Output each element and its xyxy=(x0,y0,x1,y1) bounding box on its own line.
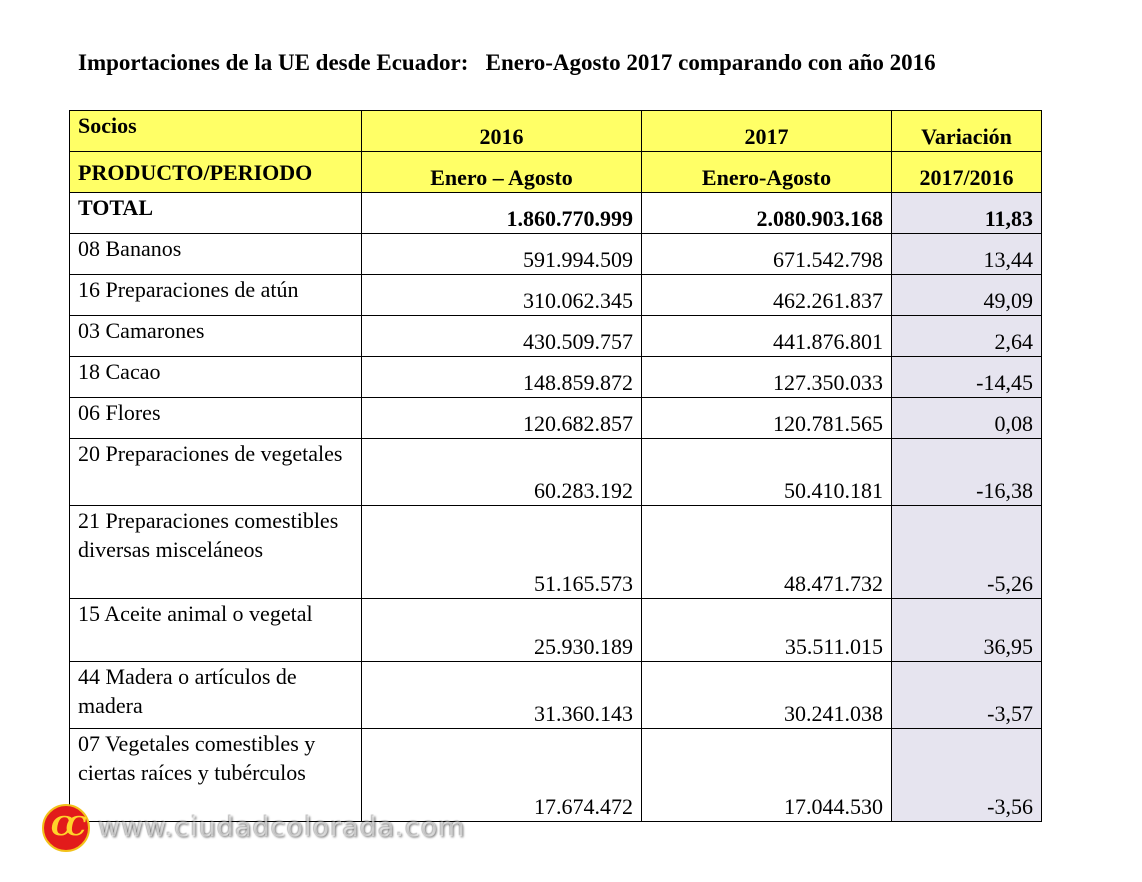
table-row xyxy=(70,439,1042,506)
value-2017: 127.350.033 xyxy=(642,357,892,398)
value-2016: 31.360.143 xyxy=(362,662,642,729)
header-variation: Variación xyxy=(892,111,1042,152)
table-row xyxy=(70,599,1042,662)
variation-value: -3,56 xyxy=(892,729,1042,822)
product-name: 44 Madera o artículos de madera xyxy=(70,662,362,729)
value-2017: 50.410.181 xyxy=(642,439,892,506)
value-2017: 462.261.837 xyxy=(642,275,892,316)
product-name: 06 Flores xyxy=(70,398,362,439)
variation-value: 36,95 xyxy=(892,599,1042,662)
variation-value: -5,26 xyxy=(892,506,1042,599)
header-row-1 xyxy=(70,111,1042,152)
total-2017: 2.080.903.168 xyxy=(642,193,892,234)
product-name: 16 Preparaciones de atún xyxy=(70,275,362,316)
variation-value: -14,45 xyxy=(892,357,1042,398)
header-2017: 2017 xyxy=(642,111,892,152)
value-2016: 51.165.573 xyxy=(362,506,642,599)
variation-value: 0,08 xyxy=(892,398,1042,439)
watermark-text: www.ciudadcolorada.com xyxy=(98,812,466,843)
product-name: 07 Vegetales comestibles y ciertas raíces y tubérculos xyxy=(70,729,362,822)
header-2016: 2016 xyxy=(362,111,642,152)
table-row xyxy=(70,316,1042,357)
table-row xyxy=(70,398,1042,439)
value-2017: 48.471.732 xyxy=(642,506,892,599)
header-product-period: PRODUCTO/PERIODO xyxy=(70,152,362,193)
value-2016: 148.859.872 xyxy=(362,357,642,398)
watermark xyxy=(42,800,512,854)
variation-value: 13,44 xyxy=(892,234,1042,275)
value-2016: 310.062.345 xyxy=(362,275,642,316)
value-2017: 441.876.801 xyxy=(642,316,892,357)
header-variation-period: 2017/2016 xyxy=(892,152,1042,193)
header-socios: Socios xyxy=(70,111,362,152)
value-2017: 120.781.565 xyxy=(642,398,892,439)
value-2016: 60.283.192 xyxy=(362,439,642,506)
imports-table xyxy=(69,110,1042,822)
product-name: 21 Preparaciones comestibles diversas misceláneos xyxy=(70,506,362,599)
total-2016: 1.860.770.999 xyxy=(362,193,642,234)
value-2016: 17.674.472 xyxy=(362,729,642,822)
value-2016: 430.509.757 xyxy=(362,316,642,357)
header-row-2 xyxy=(70,152,1042,193)
value-2017: 35.511.015 xyxy=(642,599,892,662)
value-2017: 30.241.038 xyxy=(642,662,892,729)
ciudadcolorada-logo-icon: CC xyxy=(42,804,90,852)
product-name: 20 Preparaciones de vegetales xyxy=(70,439,362,506)
value-2016: 120.682.857 xyxy=(362,398,642,439)
table-row xyxy=(70,275,1042,316)
table-row xyxy=(70,357,1042,398)
table-row xyxy=(70,506,1042,599)
page-title: Importaciones de la UE desde Ecuador: Enero-Agosto 2017 comparando con año 2016 xyxy=(78,50,936,75)
product-name: 18 Cacao xyxy=(70,357,362,398)
table-row xyxy=(70,234,1042,275)
value-2017: 17.044.530 xyxy=(642,729,892,822)
variation-value: 49,09 xyxy=(892,275,1042,316)
variation-value: 2,64 xyxy=(892,316,1042,357)
value-2016: 591.994.509 xyxy=(362,234,642,275)
total-label: TOTAL xyxy=(70,193,362,234)
product-name: 08 Bananos xyxy=(70,234,362,275)
header-period-2017: Enero-Agosto xyxy=(642,152,892,193)
product-name: 15 Aceite animal o vegetal xyxy=(70,599,362,662)
value-2017: 671.542.798 xyxy=(642,234,892,275)
product-name: 03 Camarones xyxy=(70,316,362,357)
table-row xyxy=(70,662,1042,729)
total-row xyxy=(70,193,1042,234)
total-variation: 11,83 xyxy=(892,193,1042,234)
header-period-2016: Enero – Agosto xyxy=(362,152,642,193)
value-2016: 25.930.189 xyxy=(362,599,642,662)
variation-value: -16,38 xyxy=(892,439,1042,506)
variation-value: -3,57 xyxy=(892,662,1042,729)
